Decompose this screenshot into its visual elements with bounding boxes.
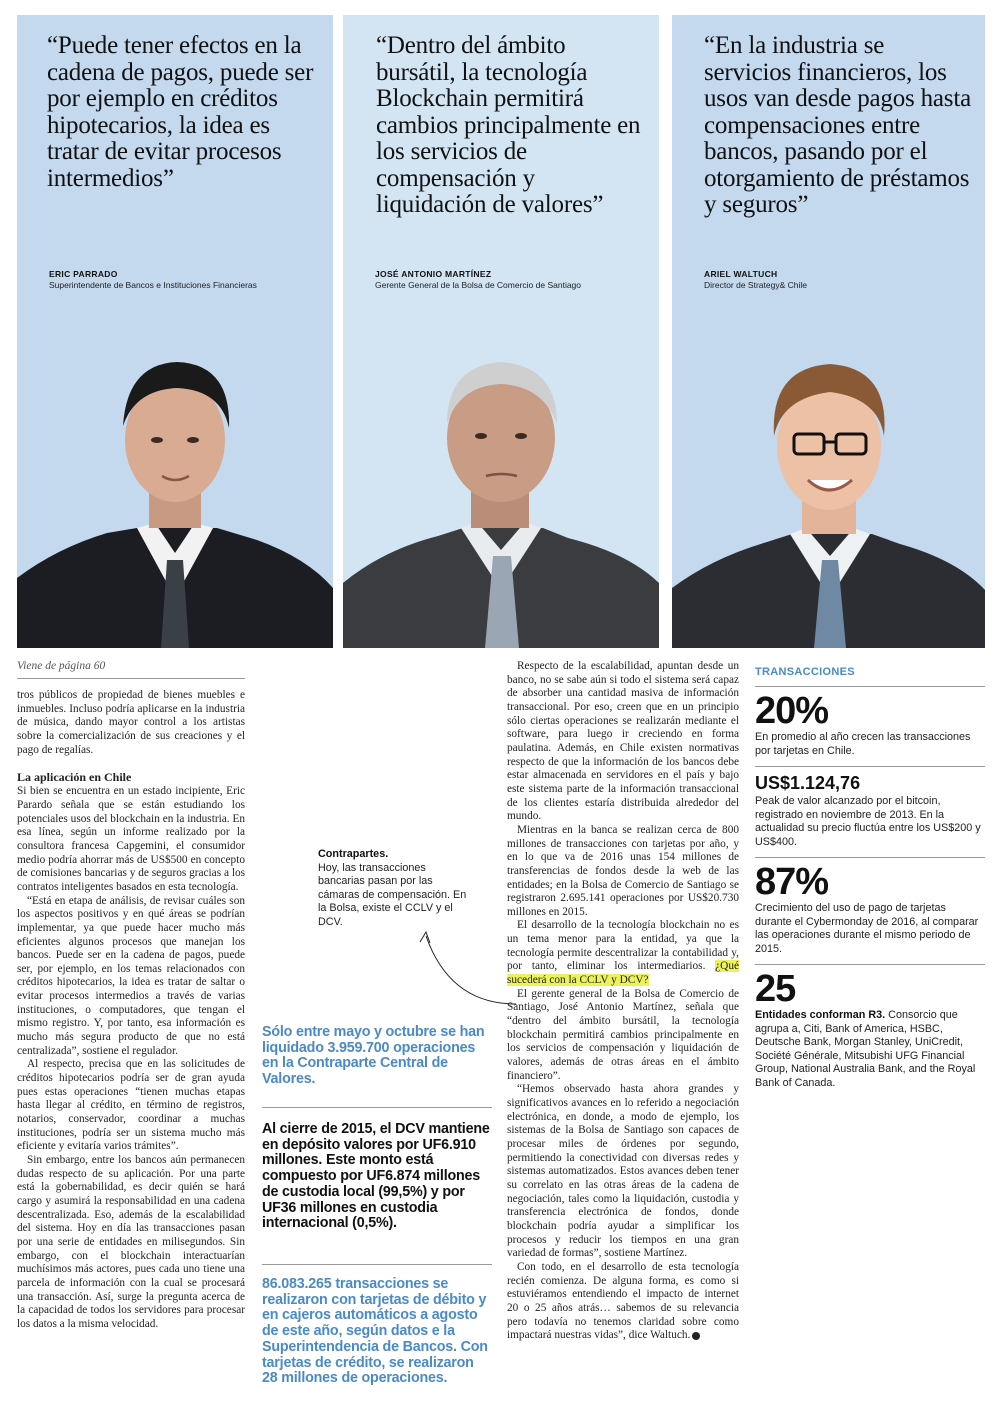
person-name: ERIC PARRADO bbox=[49, 269, 118, 279]
stat-value: US$1.124,76 bbox=[755, 773, 861, 793]
pull-quote-tarjetas: 86.083.265 transacciones se realizaron con tarjetas de débito y en cajeros automáticos a agosto de este año, según datos e la Superintendencia de Bancos. Con tarjetas de crédito, se realizaron 28 millones de operaciones. bbox=[262, 1276, 488, 1387]
paragraph: El gerente general de la Bolsa de Comercio de Santiago, José Antonio Martínez, señala que “dentro del ámbito bursátil, la tecnología blockchain permitirá cambios principalmente en los servicios de compensación y liquidación de valores, además de otras áreas en el ámbito financiero”. bbox=[507, 987, 739, 1082]
stat-block bbox=[755, 686, 985, 758]
pointer-arrow-icon bbox=[410, 930, 520, 1010]
quote-text: “En la industria se servicios financieros, los usos van desde pagos hasta compensaciones entre bancos, pasando por el otorgamiento de préstamos y seguros” bbox=[704, 32, 971, 218]
stat-text: Consorcio que agrupa a, Citi, Bank of America, HSBC, Deutsche Bank, Morgan Stanley, UniCredit, Société Générale, Mitsubishi UFG Financial Group, National Australia Bank, and the Royal Bank of Canada. bbox=[755, 1009, 976, 1089]
person-role: Director de Strategy& Chile bbox=[704, 280, 807, 290]
stat-value: 20% bbox=[755, 690, 829, 732]
person-role: Gerente General de la Bolsa de Comercio de Santiago bbox=[375, 280, 582, 290]
pull-quote-ccv: Sólo entre mayo y octubre se han liquidado 3.959.700 operaciones en la Contraparte Central de Valores. bbox=[262, 1024, 485, 1088]
portrait-photo bbox=[343, 328, 659, 648]
pull-quote-dcv: Al cierre de 2015, el DCV mantiene en depósito valores por UF6.910 millones. Este monto está compuesto por UF6.874 millones de custodia local (99,5%) y por UF36 millones en custodia internacional (0,5%). bbox=[262, 1121, 490, 1232]
stat-description: En promedio al año crecen las transacciones por tarjetas en Chile. bbox=[755, 731, 971, 757]
stat-lead: Entidades conforman R3. bbox=[755, 1009, 886, 1021]
paragraph: “Hemos observado hasta ahora grandes y significativos avances en lo referido a negociación electrónica, en donde, a modo de ejemplo, los sistemas de la Bolsa de Santiago son capaces de procesar miles de órdenes por segundo, permitiendo la conectividad con diversas redes y sistemas automatizados. Estos avances deben tener su correlato en las otras áreas de la cadena de negociación, tales como la liquidación, custodia y transferencia electrónica de fondos, donde blockchain podría ayudar a simplificar los procesos y reducir los tiempos en una gran variedad de formas”, sostiene Martínez. bbox=[507, 1083, 739, 1260]
person-name: ARIEL WALTUCH bbox=[704, 269, 778, 279]
portrait-photo bbox=[17, 328, 333, 648]
divider bbox=[17, 678, 245, 679]
stat-value: 25 bbox=[755, 968, 796, 1010]
stat-description bbox=[755, 1009, 985, 1090]
divider bbox=[262, 1107, 492, 1108]
paragraph-text: El desarrollo de la tecnología blockchain no es un tema menor para la entidad, ya que la tecnología permite descentralizar la contabilidad y, por tanto, eliminar los intermediarios. bbox=[507, 919, 739, 973]
quote-panel-waltuch bbox=[672, 15, 985, 648]
portrait-photo bbox=[672, 328, 985, 648]
paragraph bbox=[507, 1261, 739, 1343]
transacciones-sidebar bbox=[755, 660, 985, 1090]
sidebar-title: TRANSACCIONES bbox=[755, 666, 855, 678]
continued-from-label: Viene de página 60 bbox=[17, 660, 106, 672]
note-title: Contrapartes. bbox=[318, 848, 389, 860]
quote-text: “Dentro del ámbito bursátil, la tecnología Blockchain permitirá cambios principalmente en los servicios de compensación y liquidación de valores” bbox=[376, 32, 641, 218]
highlighted-question: ¿Qué sucederá con la CCLV y DCV? bbox=[507, 960, 740, 987]
stat-value: 87% bbox=[755, 861, 829, 903]
paragraph: Mientras en la banca se realizan cerca de 800 millones de transacciones con tarjetas por año, y en lo que va de 2016 unas 154 millones de transferencias de fondos desde la web de las entidades; en la Bolsa de Comercio de Santiago se registraron 2.695.141 operaciones por US$20.730 millones en 2015. bbox=[507, 823, 739, 918]
person-name: JOSÉ ANTONIO MARTÍNEZ bbox=[375, 269, 492, 279]
paragraph: Si bien se encuentra en un estado incipiente, Eric Parardo señala que se están estudiando los potenciales usos del blockchain en la industria. En esa línea, según un informe realizado por la consultora francesa Capgemini, el consumidor medio podría ahorrar más de US$500 en concepto de comisiones bancarias y de seguros gracias a los contratos inteligentes basados en esta tecnología. bbox=[17, 785, 245, 893]
paragraph: Al respecto, precisa que en las solicitudes de créditos hipotecarios podría ser de gran ayuda pues estas operaciones “tienen muchas etapas hasta llegar al crédito, en término de registros, notarios, conservador, coordinar a muchas instituciones, podría ser un sistema mucho más eficiente y evitaría varios trámites”. bbox=[17, 1058, 245, 1153]
paragraph bbox=[507, 919, 739, 987]
paragraph: tros públicos de propiedad de bienes muebles e inmuebles. Incluso podría aplicarse en la industria de música, dando mayor control a los artistas sobre la comercialización de sus creaciones y el pago de regalías. bbox=[17, 689, 245, 756]
end-of-article-icon bbox=[692, 1332, 700, 1340]
quote-panel-martinez bbox=[343, 15, 659, 648]
note-text: Hoy, las transacciones bancarias pasan por las cámaras de compensación. En la Bolsa, existe el CCLV y el DCV. bbox=[318, 861, 467, 928]
quote-panel-parrado bbox=[17, 15, 333, 648]
article-column-3 bbox=[507, 660, 739, 1343]
contrapartes-note bbox=[318, 848, 468, 929]
paragraph-text: Con todo, en el desarrollo de esta tecnología recién comienza. De alguna forma, es como si estuviéramos entendiendo el impacto de internet 20 o 25 años atrás… sabemos de su relevancia pero todavía no tenemos claridad sobre como impactará nuestras vidas”, dice Waltuch. bbox=[507, 1260, 739, 1342]
paragraph: Sin embargo, entre los bancos aún permanecen dudas respecto de su aplicación. Por una parte está la gobernabilidad, es decir quién se hará cargo y asumirá la responsabilidad en una cadena descentralizada. Eso, además de la escalabilidad del sistema. Hoy en día las transacciones pasan por una serie de entidades en milisegundos. Sin embargo, con el blockchain interactuarían muchísimos más actores, pues cada uno tiene una parcela de información con la cual se procesará una transacción. Así, surge la pregunta acerca de la capacidad de todos los servidores para procesar los datos a la misma velocidad. bbox=[17, 1154, 245, 1330]
stat-block bbox=[755, 857, 985, 956]
paragraph: Respecto de la escalabilidad, apuntan desde un banco, no se sabe aún si todo el sistema será capaz de absorber una cantidad masiva de información transaccional. Por eso, creen que en un principio sólo ciertas operaciones se realizarán mediante el software, para luego ir creciendo en forma paulatina. Además, en Chile existen normativas respecto de que la información de los bancos debe estar almacenada en servidores en el país y bajo este sistema parte de la información transaccional de los clientes estaría distribuida alrededor del mundo. bbox=[507, 660, 739, 823]
quote-text: “Puede tener efectos en la cadena de pagos, puede ser por ejemplo en créditos hipotecarios, la idea es tratar de evitar procesos intermedios” bbox=[47, 32, 314, 192]
stat-description: Crecimiento del uso de pago de tarjetas durante el Cybermonday de 2016, al comparar las operaciones durante el mismo periodo de 2015. bbox=[755, 902, 979, 955]
stat-block bbox=[755, 964, 985, 1090]
section-heading: La aplicación en Chile bbox=[17, 770, 132, 785]
divider bbox=[262, 1264, 492, 1265]
stat-block bbox=[755, 766, 985, 849]
stat-description: Peak de valor alcanzado por el bitcoin, registrado en noviembre de 2013. En la actualidad su precio fluctúa entre los US$200 y US$400. bbox=[755, 795, 981, 848]
person-role: Superintendente de Bancos e Instituciones Financieras bbox=[49, 280, 257, 290]
paragraph: “Está en etapa de análisis, de revisar cuáles son los aspectos positivos y en qué áreas se podrían implementar, ya que puede hacer mucho más eficientes algunos procesos que manejan los bancos. Puede ser en la cadena de pagos, puede ser, por ejemplo, en los temas relacionados con créditos hipotecarios, la idea es tratar de saltar o evitar procesos intermedios a través de varias instituciones, o computadores, que tengan el mismo registro. Y, por tanto, esa información es mucho más segura producto de que no está centralizada”, sostiene el regulador. bbox=[17, 894, 245, 1057]
article-column-1 bbox=[17, 689, 245, 1332]
